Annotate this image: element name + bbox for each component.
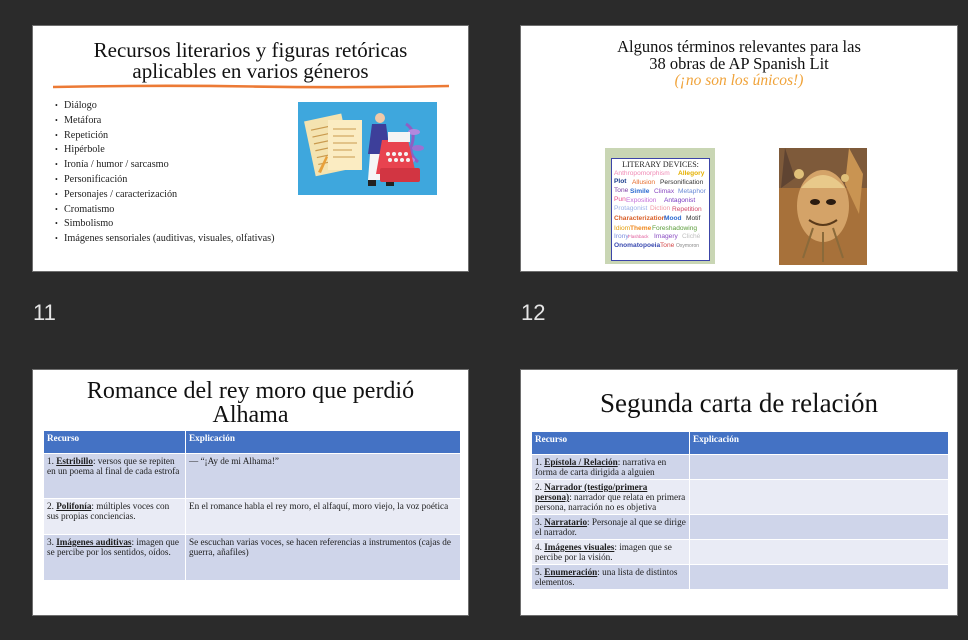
list-item: • Imágenes sensoriales (auditivas, visuales, olfativas) xyxy=(55,233,275,245)
slide-title: Romance del rey moro que perdió Alhama xyxy=(86,378,415,428)
device-word: Diction xyxy=(650,205,671,212)
explanation-cell xyxy=(690,515,949,540)
device-word: Onomatopoeia xyxy=(614,242,661,249)
device-word: Antagonist xyxy=(664,197,696,204)
device-word: Personification xyxy=(660,179,704,186)
devices-header: LITERARY DEVICES: xyxy=(622,160,699,169)
device-word: Imagery xyxy=(654,233,678,240)
device-word: Simile xyxy=(630,188,650,195)
device-word: Allusion xyxy=(632,179,656,186)
device-word: Allegory xyxy=(678,170,705,177)
explanation-cell xyxy=(690,540,949,565)
list-item: • Diálogo xyxy=(55,100,97,111)
device-word: Pun xyxy=(614,196,626,203)
table-header-row xyxy=(532,432,949,455)
slide-thumbnail-12[interactable] xyxy=(520,25,958,272)
table-row xyxy=(532,480,949,515)
resource-cell: 3. Narratario: Personaje al que se dirige el narrador. xyxy=(532,515,690,540)
device-word: Climax xyxy=(654,188,675,195)
slide-number-11: 11 xyxy=(33,300,56,325)
list-item: • Hipérbole xyxy=(55,144,105,156)
column-header-recurso: Recurso xyxy=(44,431,186,454)
device-word: Mood xyxy=(664,215,682,222)
list-item: • Repetición xyxy=(55,129,109,141)
bullet-list xyxy=(55,99,274,247)
column-header-recurso: Recurso xyxy=(532,432,690,455)
device-word: Cliché xyxy=(682,233,701,240)
device-word: Exposition xyxy=(626,197,657,204)
table-row xyxy=(532,455,949,480)
device-word: Anthropomorphism xyxy=(614,170,670,177)
title-line-1: Algunos términos relevantes para las xyxy=(617,37,861,56)
list-item: • Cromatismo xyxy=(55,203,115,215)
don-quixote-painting xyxy=(779,148,867,265)
device-word: Plot xyxy=(614,178,627,185)
column-header-explicacion: Explicación xyxy=(690,432,949,455)
device-word: Flashback xyxy=(628,234,649,239)
table-row xyxy=(532,540,949,565)
explanation-cell: Se escuchan varias voces, se hacen referencias a instrumentos (cajas de guerra, añafiles) xyxy=(186,535,461,581)
resource-cell: 1. Estribillo: versos que se repiten en un poema al final de cada estrofa xyxy=(44,454,186,499)
device-word: Metaphor xyxy=(678,188,706,195)
resource-table xyxy=(43,430,461,581)
list-item: • Personificación xyxy=(55,173,128,185)
resource-cell: 2. Polifonía: múltiples voces con sus propias conciencias. xyxy=(44,499,186,535)
slide-number-12: 12 xyxy=(521,300,546,325)
resource-cell: 4. Imágenes visuales: imagen que se percibe por la visión. xyxy=(532,540,690,565)
literary-devices-image xyxy=(605,148,715,264)
column-header-explicacion: Explicación xyxy=(186,431,461,454)
device-word: Characterization xyxy=(614,215,666,222)
table-row xyxy=(532,515,949,540)
table-row xyxy=(44,499,461,535)
table-header-row xyxy=(44,431,461,454)
slide-title: Segunda carta de relación xyxy=(599,388,879,418)
explanation-cell xyxy=(690,565,949,590)
resource-cell: 5. Enumeración: una lista de distintos elementos. xyxy=(532,565,690,590)
table-row xyxy=(44,454,461,499)
slide-title: Recursos literarios y figuras retóricas aplicables en varios géneros xyxy=(93,38,408,83)
device-word: Theme xyxy=(630,225,652,232)
device-word: Foreshadowing xyxy=(652,225,698,232)
explanation-cell xyxy=(690,480,949,515)
explanation-cell: — “¡Ay de mi Alhama!” xyxy=(186,454,461,499)
device-word: Irony xyxy=(614,233,629,240)
title-underline xyxy=(53,84,449,89)
slide-thumbnail-14[interactable] xyxy=(520,369,958,616)
resource-cell: 3. Imágenes auditivas: imagen que se percibe por los sentidos, oídos. xyxy=(44,535,186,581)
explanation-cell xyxy=(690,455,949,480)
resource-cell: 2. Narrador (testigo/primera persona): narrador que relata en primera persona, narración no es objetiva xyxy=(532,480,690,515)
table-row xyxy=(532,565,949,590)
explanation-cell: En el romance habla el rey moro, el alfaquí, moro viejo, la voz poética xyxy=(186,499,461,535)
slide-subtitle: (¡no son los únicos!) xyxy=(674,72,804,89)
list-item: • Metáfora xyxy=(55,114,102,126)
title-line-2: 38 obras de AP Spanish Lit xyxy=(649,54,829,73)
device-word: Tone xyxy=(614,187,629,194)
literary-devices-box xyxy=(611,158,710,261)
device-word: Tone xyxy=(660,242,675,249)
device-word: Repetition xyxy=(672,206,702,213)
slide-thumbnail-13[interactable] xyxy=(32,369,469,616)
list-item: • Ironía / humor / sarcasmo xyxy=(55,159,169,171)
device-word: Idiom xyxy=(614,225,631,232)
resource-cell: 1. Epístola / Relación: narrativa en forma de carta dirigida a alguien xyxy=(532,455,690,480)
device-word: Motif xyxy=(686,215,701,222)
list-item: • Personajes / caracterización xyxy=(55,188,178,200)
slide-title xyxy=(521,38,957,72)
typewriter-illustration xyxy=(298,102,437,195)
device-word: Oxymoron xyxy=(676,243,700,249)
slide-thumbnail-11[interactable] xyxy=(32,25,469,272)
device-word: Protagonist xyxy=(614,205,648,212)
table-row xyxy=(44,535,461,581)
resource-table xyxy=(531,431,949,590)
list-item: • Simbolismo xyxy=(55,218,114,230)
